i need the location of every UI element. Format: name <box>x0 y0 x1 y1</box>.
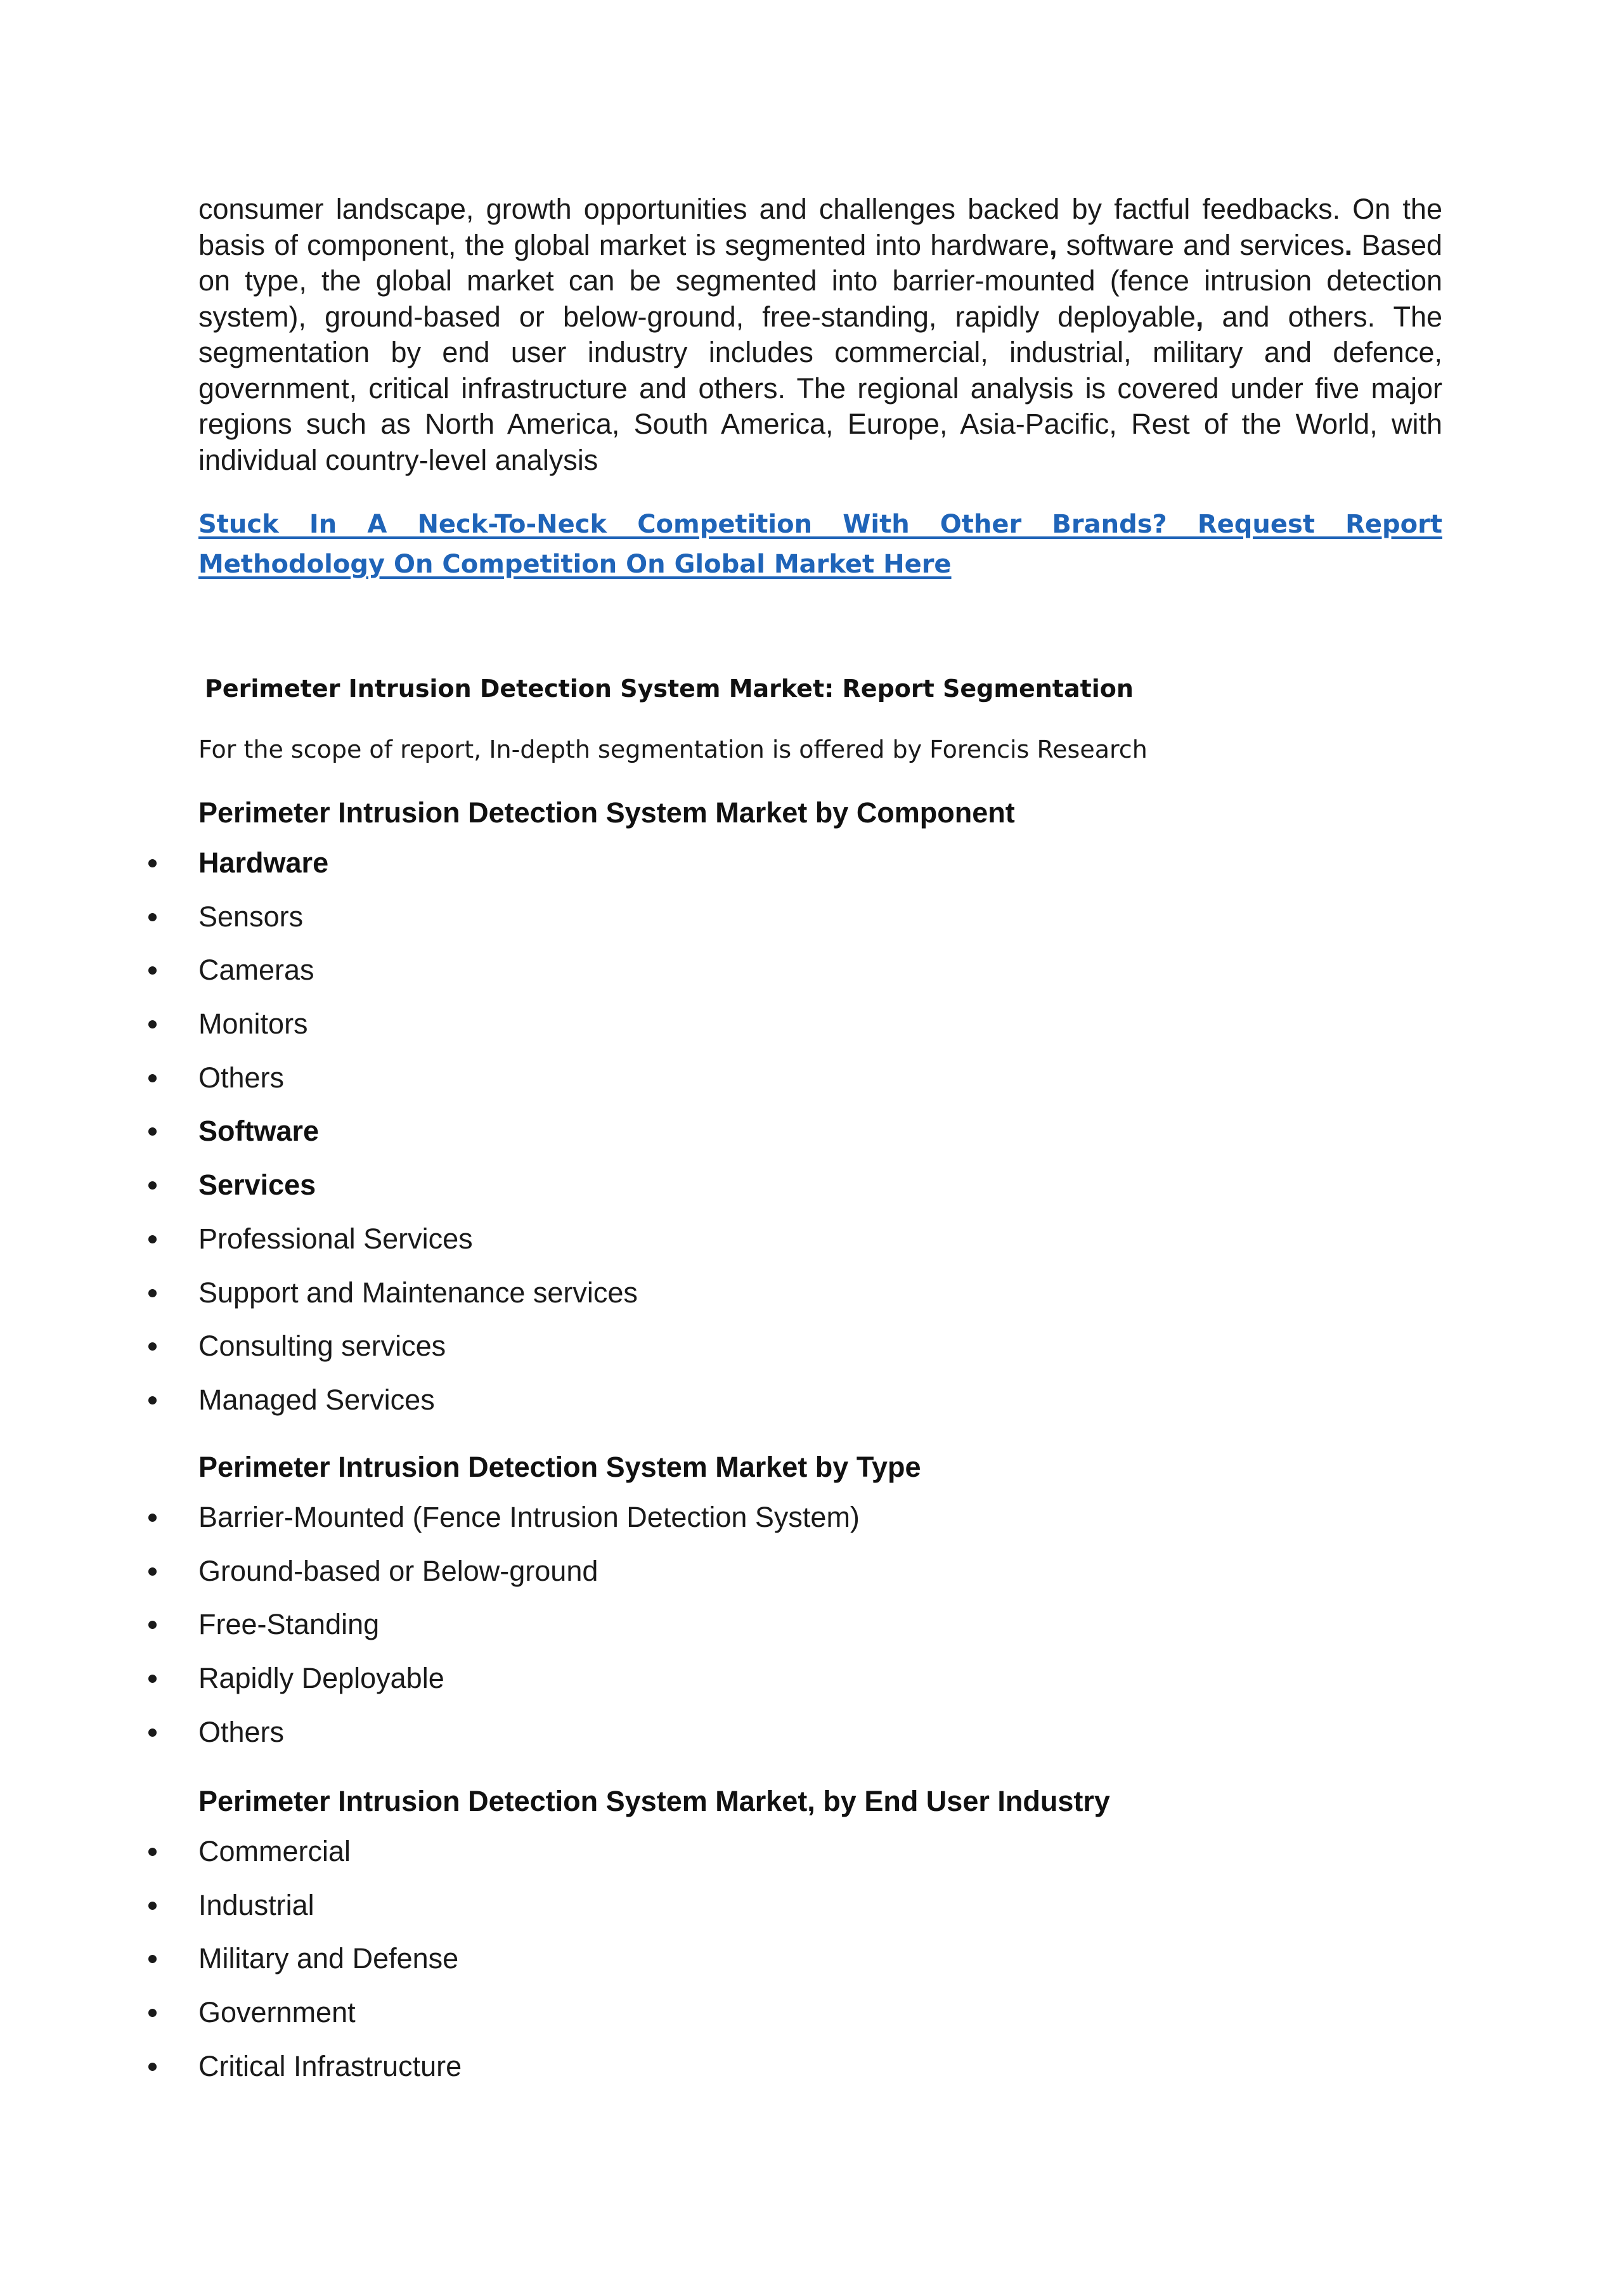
component-group-heading: Perimeter Intrusion Detection System Market by Component <box>198 796 1015 829</box>
list-item-label: Others <box>198 1061 285 1094</box>
list-item-label: Rapidly Deployable <box>198 1662 444 1695</box>
bullet-icon <box>148 1514 157 1522</box>
intro-fragment: and others. The segmentation by end user industry includes commercial, industrial, military and defence, government, critical infrastructure and others. The regional analysis is covered under five major regions such as North America, South America, Europe, Asia-Pacific, Rest of the World, with individual country-level analysis <box>198 300 1442 476</box>
list-item-label: Commercial <box>198 1835 351 1867</box>
intro-fragment: , <box>1049 228 1057 261</box>
intro-paragraph <box>198 191 1442 478</box>
bullet-icon <box>148 966 157 975</box>
list-item <box>0 898 638 952</box>
bullet-icon <box>148 1567 157 1576</box>
component-list <box>0 845 638 1436</box>
end-user-list <box>0 1833 462 2101</box>
list-item-label: Hardware <box>198 846 329 879</box>
list-item-label: Software <box>198 1115 320 1148</box>
list-item <box>0 2048 462 2102</box>
list-item <box>0 1714 860 1768</box>
bullet-icon <box>148 1181 157 1190</box>
list-item-label: Government <box>198 1996 356 2029</box>
list-item <box>0 1060 638 1113</box>
list-item-label: Support and Maintenance services <box>198 1276 638 1309</box>
intro-fragment: . <box>1344 228 1353 261</box>
list-item-label: Professional Services <box>198 1222 473 1255</box>
bullet-icon <box>148 1675 157 1683</box>
bullet-icon <box>148 1955 157 1963</box>
list-item-label: Industrial <box>198 1888 314 1921</box>
list-item-label: Ground-based or Below-ground <box>198 1554 598 1587</box>
list-item <box>0 1606 860 1660</box>
bullet-icon <box>148 1396 157 1404</box>
list-item-label: Free-Standing <box>198 1608 380 1641</box>
list-item <box>0 952 638 1006</box>
type-group-heading: Perimeter Intrusion Detection System Market by Type <box>198 1451 921 1483</box>
intro-fragment: , <box>1195 300 1204 333</box>
list-item-label: Military and Defense <box>198 1942 459 1975</box>
type-list <box>0 1499 860 1767</box>
list-item <box>0 1499 860 1553</box>
list-item <box>0 1553 860 1607</box>
bullet-icon <box>148 1848 157 1856</box>
bullet-icon <box>148 1020 157 1028</box>
list-item-label: Cameras <box>198 954 314 987</box>
bullet-icon <box>148 1902 157 1910</box>
list-item-label: Monitors <box>198 1008 308 1041</box>
bullet-icon <box>148 1728 157 1737</box>
list-item <box>0 1940 462 1994</box>
bullet-icon <box>148 2063 157 2071</box>
bullet-icon <box>148 1235 157 1243</box>
end-user-group-heading: Perimeter Intrusion Detection System Market, by End User Industry <box>198 1785 1110 1817</box>
list-item <box>0 1006 638 1060</box>
segmentation-title: Perimeter Intrusion Detection System Market: Report Segmentation <box>205 675 1134 703</box>
bullet-icon <box>148 1342 157 1351</box>
intro-fragment: consumer landscape, growth opportunities and challenges backed by factful feedbacks. On the basis of component, the global market is segmented into hardware <box>198 193 1442 261</box>
bullet-icon <box>148 1289 157 1297</box>
segmentation-scope-text: For the scope of report, In-depth segmentation is offered by Forencis Research <box>198 736 1148 763</box>
bullet-icon <box>148 913 157 921</box>
list-item-label: Services <box>198 1169 316 1202</box>
list-item-label: Sensors <box>198 900 304 933</box>
list-item <box>0 1382 638 1436</box>
list-item <box>0 1113 638 1167</box>
list-item-label: Consulting services <box>198 1330 446 1363</box>
list-item <box>0 1887 462 1941</box>
bullet-icon <box>148 1074 157 1082</box>
bullet-icon <box>148 859 157 867</box>
list-item <box>0 1660 860 1714</box>
list-item <box>0 1167 638 1221</box>
list-item <box>0 845 638 898</box>
list-item-label: Barrier-Mounted (Fence Intrusion Detection System) <box>198 1501 860 1533</box>
bullet-icon <box>148 1127 157 1136</box>
bullet-icon <box>148 2009 157 2017</box>
list-item-label: Managed Services <box>198 1383 435 1416</box>
intro-fragment: Based on type, the global market can be segmented into barrier-mounted (fence intrusion detection system), ground-based or below-ground, free-standing, rapidly deployable <box>198 228 1442 333</box>
list-item-label: Critical Infrastructure <box>198 2049 462 2082</box>
list-item <box>0 1994 462 2048</box>
list-item <box>0 1833 462 1887</box>
bullet-icon <box>148 1621 157 1629</box>
intro-fragment: software and services <box>1057 228 1345 261</box>
list-item <box>0 1221 638 1274</box>
list-item <box>0 1274 638 1328</box>
list-item <box>0 1328 638 1382</box>
request-methodology-link[interactable]: Stuck In A Neck-To-Neck Competition With Other Brands? Request Report Methodology On Competition On Global Market Here <box>198 510 1442 579</box>
list-item-label: Others <box>198 1715 285 1748</box>
